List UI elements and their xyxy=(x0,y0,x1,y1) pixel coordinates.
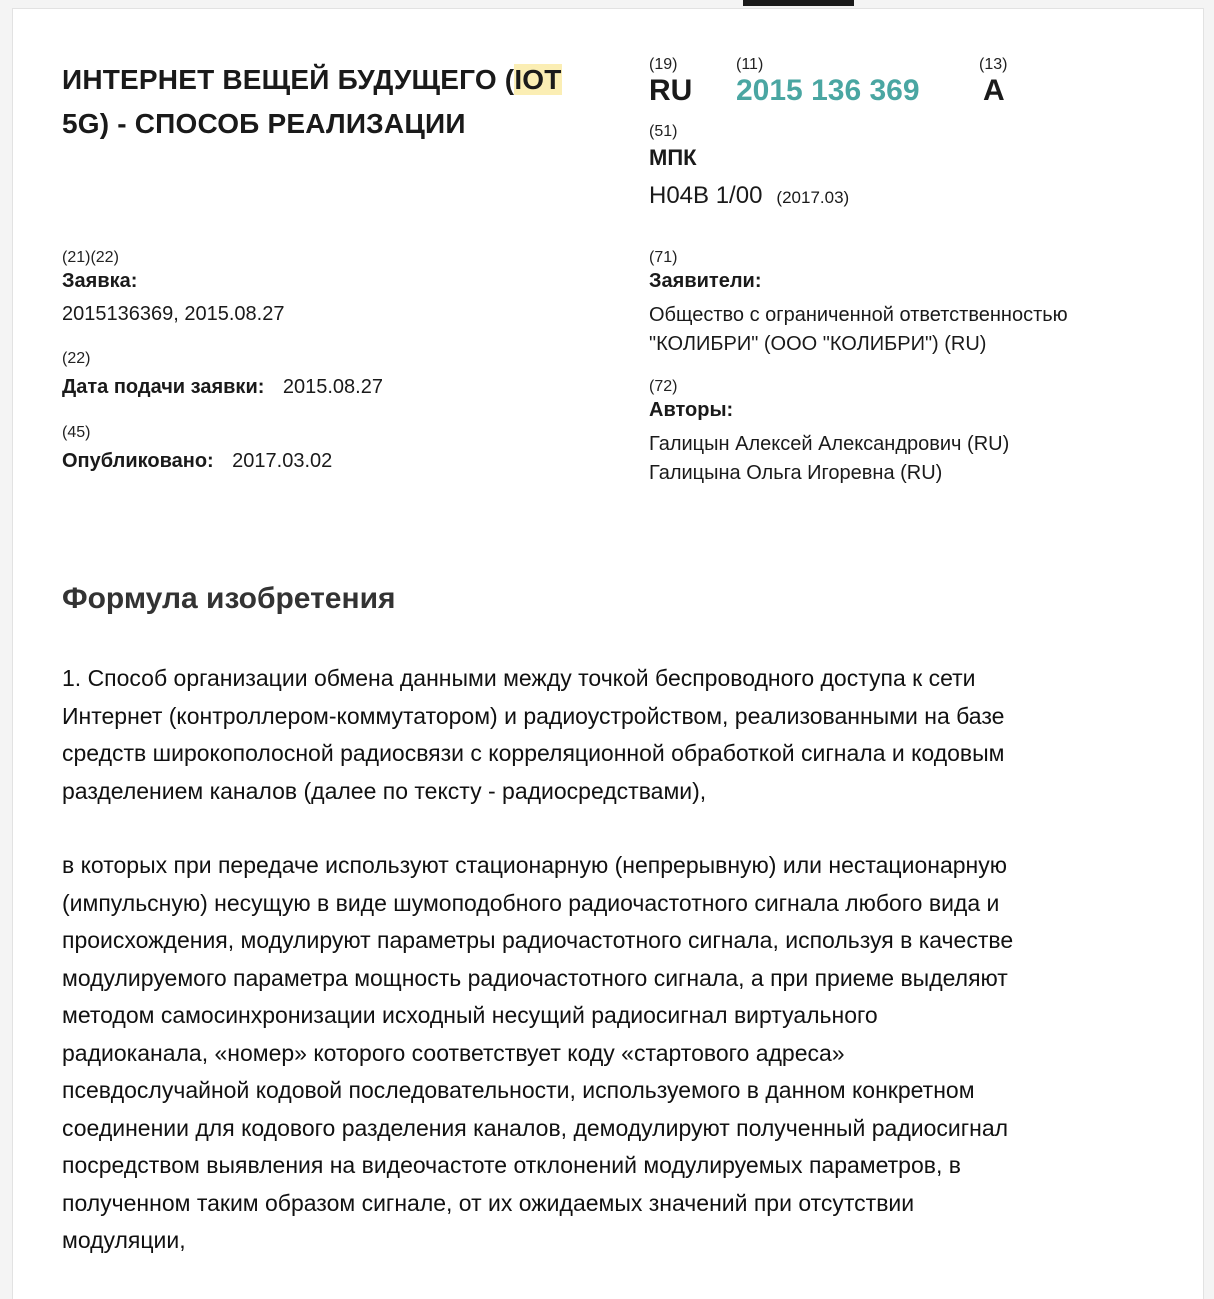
ipc-inid-code: (51) xyxy=(649,123,678,140)
author-1: Галицын Алексей Александрович (RU) xyxy=(649,433,1010,455)
published-label: Опубликовано: xyxy=(62,450,214,472)
authors-inid-code: (72) xyxy=(649,378,678,395)
country-code: RU xyxy=(649,74,693,107)
applicant-line1: Общество с ограниченной ответственностью xyxy=(649,304,1068,326)
patent-number: 2015 136 369 xyxy=(736,74,920,107)
application-inid-code: (21)(22) xyxy=(62,249,119,266)
filing-date-row xyxy=(62,376,383,399)
application-label: Заявка: xyxy=(62,270,138,292)
kind-inid-code: (13) xyxy=(979,56,1008,73)
number-inid-code: (11) xyxy=(736,56,764,73)
applicants-label: Заявители: xyxy=(649,270,762,292)
claim-paragraph-1: 1. Способ организации обмена данными между точкой беспроводного доступа к сети Интернет (контроллером-коммутатором) и радиоустройством, реализованными на базе средств широкополосной радиосвязи с корреляционной обработкой сигнала и кодовым разделением каналов (далее по тексту - радиосредствами), xyxy=(62,665,1005,804)
filing-date-value: 2015.08.27 xyxy=(282,376,383,398)
authors-label: Авторы: xyxy=(649,399,734,421)
published-value: 2017.03.02 xyxy=(232,450,333,472)
ipc-class: H04B 1/00 xyxy=(649,182,763,209)
applicants-inid-code: (71) xyxy=(649,249,678,266)
application-value: 2015136369, 2015.08.27 xyxy=(62,303,285,325)
filing-date-label: Дата подачи заявки: xyxy=(62,376,265,398)
claim-paragraph-2: в которых при передаче используют стационарную (непрерывную) или нестационарную (импульсную) несущую в виде шумоподобного радиочастотного сигнала любого вида и происхождения, модулируют параметры радиочастотного сигнала, используя в качестве модулируемого параметра мощность радиочастотного сигнала, а при приеме выделяют методом самосинхронизации исходный несущий радиосигнал виртуального радиоканала, «номер» которого соответствует коду «стартового адреса» псевдослучайной кодовой последовательности, используемого в данном конкретном соединении для кодового разделения каналов, демодулируют полученный радиосигнал посредством выявления на видеочастоте отклонений модулируемых параметров, в полученном таким образом сигнале, от их ожидаемых значений при отсутствии модуляции, xyxy=(62,852,1014,1253)
title-line1: ИНТЕРНЕТ ВЕЩЕЙ БУДУЩЕГО ( xyxy=(62,64,515,95)
country-inid-code: (19) xyxy=(649,56,678,73)
title-line2: 5G) - СПОСОБ РЕАЛИЗАЦИИ xyxy=(62,108,466,139)
filing-inid-code: (22) xyxy=(62,350,91,367)
kind-code: A xyxy=(983,74,1005,107)
applicant-line2: "КОЛИБРИ" (ООО "КОЛИБРИ") (RU) xyxy=(649,333,987,355)
ipc-label: МПК xyxy=(649,145,697,170)
active-tab-indicator xyxy=(743,0,854,6)
ipc-classification xyxy=(649,182,849,210)
claims-heading: Формула изобретения xyxy=(62,582,396,615)
published-row xyxy=(62,450,332,473)
ipc-date: (2017.03) xyxy=(776,188,850,207)
author-2: Галицына Ольга Игоревна (RU) xyxy=(649,462,943,484)
patent-title xyxy=(62,58,602,146)
published-inid-code: (45) xyxy=(62,424,91,441)
title-highlight: IOT xyxy=(514,64,562,95)
